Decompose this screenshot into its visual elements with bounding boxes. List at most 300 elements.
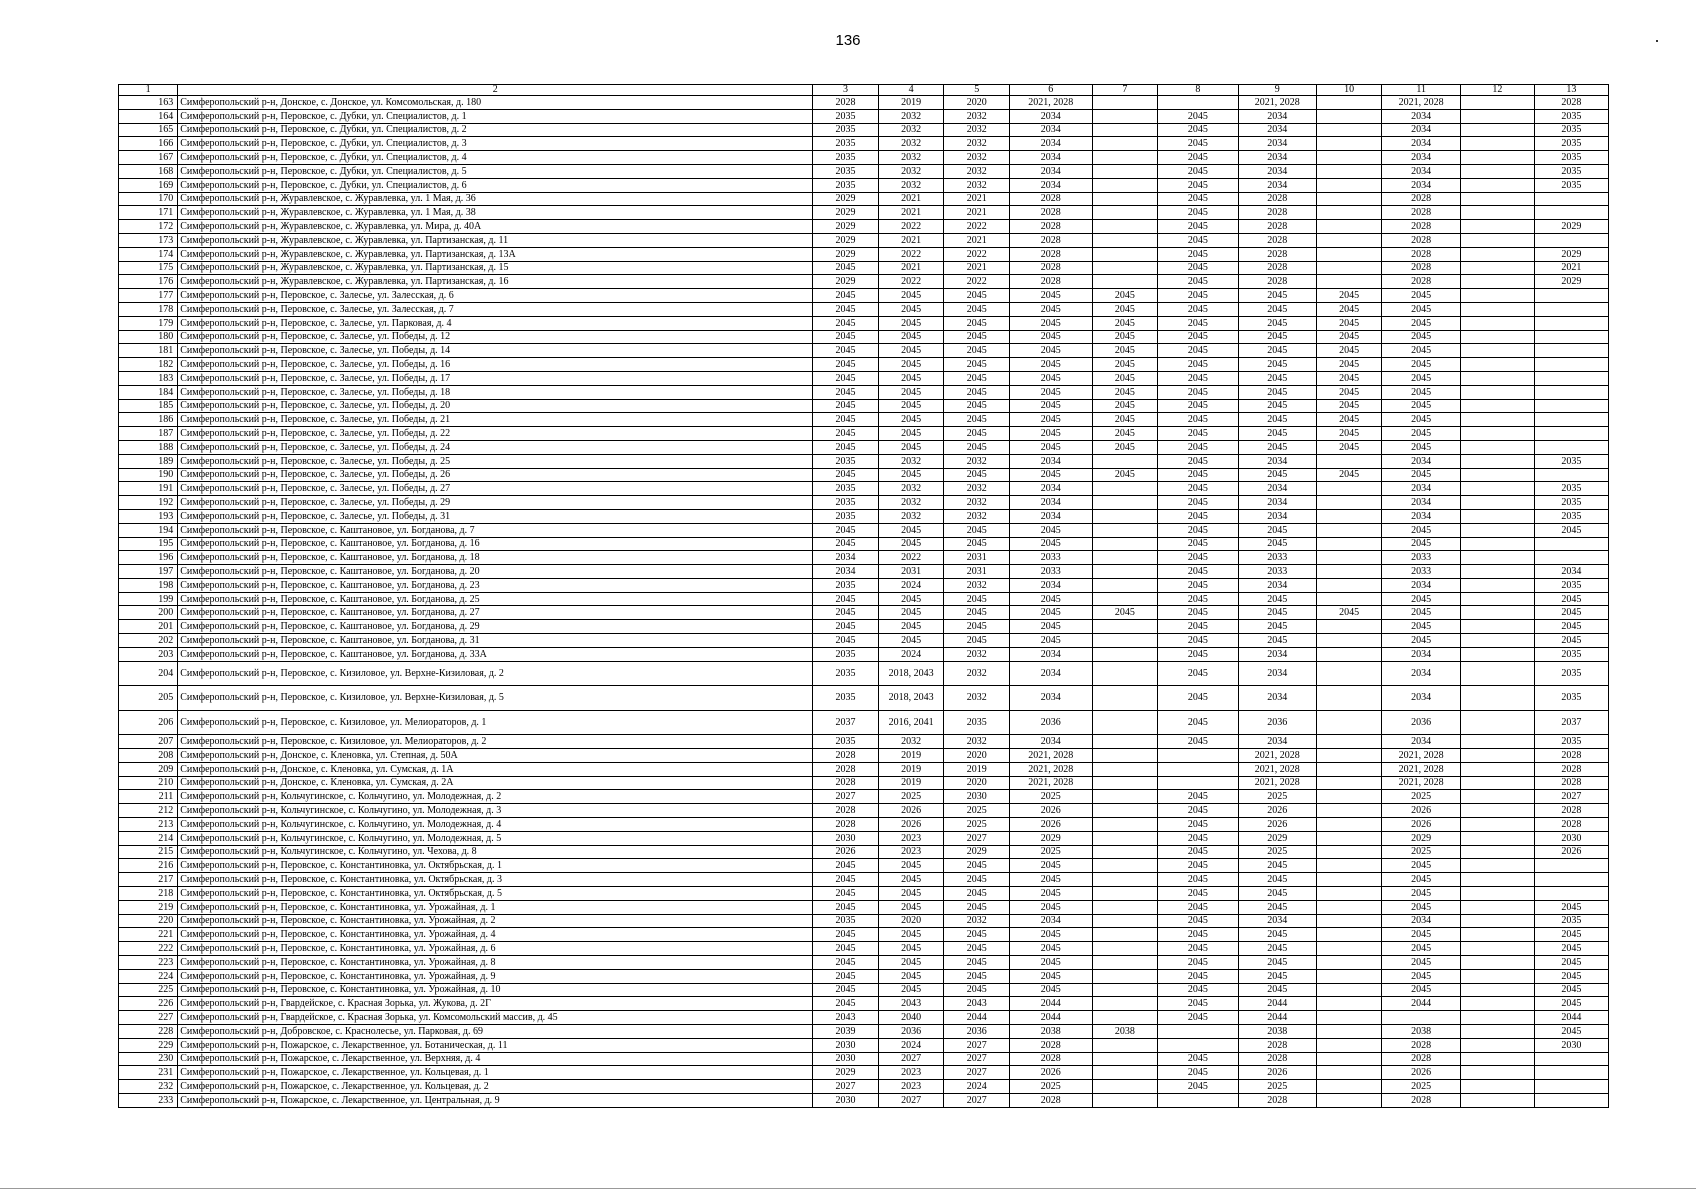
- year-cell-col-8: 2045: [1158, 261, 1238, 275]
- year-cell-col-9: 2028: [1238, 247, 1316, 261]
- year-cell-col-3: 2029: [813, 275, 879, 289]
- column-header-1: 1: [119, 85, 178, 96]
- year-cell-col-11: 2044: [1382, 997, 1460, 1011]
- table-row: [119, 316, 1609, 330]
- table-row: [119, 206, 1609, 220]
- year-cell-col-11: 2045: [1382, 289, 1460, 303]
- year-cell-col-6: 2029: [1010, 831, 1093, 845]
- year-cell-col-11: 2045: [1382, 606, 1460, 620]
- year-cell-col-3: 2045: [813, 289, 879, 303]
- year-cell-col-10: [1316, 845, 1382, 859]
- bottom-rule: [0, 1188, 1696, 1189]
- year-cell-col-13: 2035: [1534, 578, 1608, 592]
- year-cell-col-5: 2032: [944, 137, 1010, 151]
- table-row: [119, 1066, 1609, 1080]
- year-cell-col-12: [1460, 748, 1534, 762]
- year-cell-col-10: [1316, 96, 1382, 110]
- address-cell: Симферопольский р-н, Перовское, с. Константиновка, ул. Октябрьская, д. 1: [178, 859, 813, 873]
- year-cell-col-4: 2040: [878, 1011, 944, 1025]
- year-cell-col-8: 2045: [1158, 634, 1238, 648]
- year-cell-col-10: [1316, 1093, 1382, 1107]
- address-cell: Симферопольский р-н, Журавлевское, с. Журавлевка, ул. Партизанская, д. 11: [178, 233, 813, 247]
- table-row: [119, 983, 1609, 997]
- year-cell-col-8: 2045: [1158, 914, 1238, 928]
- year-cell-col-10: [1316, 1011, 1382, 1025]
- year-cell-col-3: 2045: [813, 399, 879, 413]
- year-cell-col-8: 2045: [1158, 1052, 1238, 1066]
- year-cell-col-8: 2045: [1158, 804, 1238, 818]
- year-cell-col-12: [1460, 344, 1534, 358]
- year-cell-col-8: 2045: [1158, 578, 1238, 592]
- year-cell-col-7: 2045: [1092, 371, 1158, 385]
- year-cell-col-11: 2045: [1382, 385, 1460, 399]
- year-cell-col-6: 2044: [1010, 997, 1093, 1011]
- year-cell-col-7: [1092, 776, 1158, 790]
- address-cell: Симферопольский р-н, Перовское, с. Константиновка, ул. Урожайная, д. 2: [178, 914, 813, 928]
- year-cell-col-11: 2045: [1382, 399, 1460, 413]
- year-cell-col-3: 2030: [813, 1093, 879, 1107]
- year-cell-col-10: [1316, 735, 1382, 749]
- row-number: 174: [119, 247, 178, 261]
- year-cell-col-7: [1092, 496, 1158, 510]
- year-cell-col-3: 2045: [813, 634, 879, 648]
- year-cell-col-5: 2032: [944, 164, 1010, 178]
- year-cell-col-5: 2045: [944, 358, 1010, 372]
- year-cell-col-3: 2043: [813, 1011, 879, 1025]
- year-cell-col-12: [1460, 302, 1534, 316]
- year-cell-col-10: 2045: [1316, 289, 1382, 303]
- row-number: 203: [119, 647, 178, 661]
- year-cell-col-13: 2035: [1534, 482, 1608, 496]
- row-number: 197: [119, 565, 178, 579]
- year-cell-col-11: 2034: [1382, 647, 1460, 661]
- year-cell-col-3: 2035: [813, 151, 879, 165]
- year-cell-col-8: 2045: [1158, 358, 1238, 372]
- year-cell-col-5: 2032: [944, 578, 1010, 592]
- year-cell-col-10: [1316, 1038, 1382, 1052]
- year-cell-col-11: 2045: [1382, 468, 1460, 482]
- year-cell-col-8: 2045: [1158, 385, 1238, 399]
- year-cell-col-9: 2045: [1238, 427, 1316, 441]
- year-cell-col-4: 2024: [878, 647, 944, 661]
- year-cell-col-4: 2020: [878, 914, 944, 928]
- year-cell-col-7: 2045: [1092, 385, 1158, 399]
- row-number: 226: [119, 997, 178, 1011]
- table-row: [119, 551, 1609, 565]
- year-cell-col-5: 2045: [944, 330, 1010, 344]
- row-number: 194: [119, 523, 178, 537]
- year-cell-col-10: [1316, 592, 1382, 606]
- year-cell-col-4: 2027: [878, 1093, 944, 1107]
- year-cell-col-5: 2021: [944, 192, 1010, 206]
- register-table: [118, 84, 1609, 1108]
- table-row: [119, 192, 1609, 206]
- table-row: [119, 454, 1609, 468]
- address-cell: Симферопольский р-н, Перовское, с. Залесье, ул. Победы, д. 25: [178, 454, 813, 468]
- address-cell: Симферопольский р-н, Кольчугинское, с. Кольчугино, ул. Молодежная, д. 4: [178, 817, 813, 831]
- table-row: [119, 1052, 1609, 1066]
- table-row: [119, 955, 1609, 969]
- year-cell-col-13: 2035: [1534, 454, 1608, 468]
- year-cell-col-10: [1316, 109, 1382, 123]
- year-cell-col-4: 2032: [878, 164, 944, 178]
- row-number: 177: [119, 289, 178, 303]
- year-cell-col-6: 2045: [1010, 873, 1093, 887]
- year-cell-col-3: 2045: [813, 900, 879, 914]
- year-cell-col-9: 2028: [1238, 233, 1316, 247]
- year-cell-col-5: 2045: [944, 523, 1010, 537]
- year-cell-col-6: 2045: [1010, 955, 1093, 969]
- year-cell-col-6: 2045: [1010, 289, 1093, 303]
- year-cell-col-7: [1092, 997, 1158, 1011]
- year-cell-col-12: [1460, 316, 1534, 330]
- row-number: 185: [119, 399, 178, 413]
- year-cell-col-10: [1316, 873, 1382, 887]
- year-cell-col-9: 2045: [1238, 955, 1316, 969]
- year-cell-col-9: 2028: [1238, 192, 1316, 206]
- address-cell: Симферопольский р-н, Перовское, с. Залесье, ул. Победы, д. 29: [178, 496, 813, 510]
- year-cell-col-11: 2045: [1382, 523, 1460, 537]
- year-cell-col-13: 2045: [1534, 983, 1608, 997]
- year-cell-col-4: 2045: [878, 592, 944, 606]
- year-cell-col-13: 2035: [1534, 686, 1608, 711]
- year-cell-col-6: 2045: [1010, 969, 1093, 983]
- year-cell-col-6: 2034: [1010, 109, 1093, 123]
- table-row: [119, 440, 1609, 454]
- year-cell-col-8: 2045: [1158, 275, 1238, 289]
- year-cell-col-5: 2045: [944, 634, 1010, 648]
- address-cell: Симферопольский р-н, Перовское, с. Константиновка, ул. Урожайная, д. 1: [178, 900, 813, 914]
- year-cell-col-6: 2045: [1010, 900, 1093, 914]
- year-cell-col-13: [1534, 859, 1608, 873]
- year-cell-col-5: 2032: [944, 647, 1010, 661]
- year-cell-col-4: 2045: [878, 886, 944, 900]
- year-cell-col-9: 2033: [1238, 551, 1316, 565]
- year-cell-col-12: [1460, 776, 1534, 790]
- column-header-12: 12: [1460, 85, 1534, 96]
- year-cell-col-11: 2034: [1382, 454, 1460, 468]
- year-cell-col-13: 2035: [1534, 137, 1608, 151]
- year-cell-col-4: 2031: [878, 565, 944, 579]
- year-cell-col-11: 2045: [1382, 440, 1460, 454]
- address-cell: Симферопольский р-н, Перовское, с. Константиновка, ул. Октябрьская, д. 5: [178, 886, 813, 900]
- table-row: [119, 565, 1609, 579]
- table-row: [119, 413, 1609, 427]
- year-cell-col-8: 2045: [1158, 592, 1238, 606]
- year-cell-col-13: [1534, 330, 1608, 344]
- year-cell-col-13: 2035: [1534, 914, 1608, 928]
- year-cell-col-4: 2045: [878, 983, 944, 997]
- address-cell: Симферопольский р-н, Перовское, с. Залесье, ул. Победы, д. 22: [178, 427, 813, 441]
- year-cell-col-6: 2044: [1010, 1011, 1093, 1025]
- address-cell: Симферопольский р-н, Перовское, с. Каштановое, ул. Богданова, д. 27: [178, 606, 813, 620]
- year-cell-col-3: 2035: [813, 578, 879, 592]
- year-cell-col-13: 2026: [1534, 845, 1608, 859]
- year-cell-col-12: [1460, 886, 1534, 900]
- year-cell-col-7: 2045: [1092, 344, 1158, 358]
- row-number: 165: [119, 123, 178, 137]
- table-row: [119, 634, 1609, 648]
- year-cell-col-12: [1460, 440, 1534, 454]
- year-cell-col-7: [1092, 710, 1158, 735]
- year-cell-col-9: 2028: [1238, 220, 1316, 234]
- year-cell-col-5: 2032: [944, 661, 1010, 686]
- year-cell-col-3: 2029: [813, 247, 879, 261]
- year-cell-col-9: 2045: [1238, 371, 1316, 385]
- year-cell-col-6: 2045: [1010, 606, 1093, 620]
- year-cell-col-7: [1092, 1052, 1158, 1066]
- year-cell-col-12: [1460, 454, 1534, 468]
- row-number: 179: [119, 316, 178, 330]
- year-cell-col-9: 2045: [1238, 358, 1316, 372]
- year-cell-col-10: [1316, 123, 1382, 137]
- year-cell-col-7: [1092, 831, 1158, 845]
- row-number: 228: [119, 1024, 178, 1038]
- table-row: [119, 578, 1609, 592]
- year-cell-col-12: [1460, 790, 1534, 804]
- address-cell: Симферопольский р-н, Перовское, с. Залесье, ул. Победы, д. 27: [178, 482, 813, 496]
- table-row: [119, 886, 1609, 900]
- year-cell-col-13: 2030: [1534, 831, 1608, 845]
- year-cell-col-11: 2028: [1382, 1052, 1460, 1066]
- year-cell-col-9: 2026: [1238, 817, 1316, 831]
- table-row: [119, 302, 1609, 316]
- year-cell-col-9: 2045: [1238, 344, 1316, 358]
- row-number: 222: [119, 942, 178, 956]
- year-cell-col-7: [1092, 220, 1158, 234]
- row-number: 178: [119, 302, 178, 316]
- year-cell-col-7: [1092, 565, 1158, 579]
- year-cell-col-5: 2022: [944, 220, 1010, 234]
- address-cell: Симферопольский р-н, Донское, с. Донское, ул. Комсомольская, д. 180: [178, 96, 813, 110]
- year-cell-col-13: 2045: [1534, 928, 1608, 942]
- year-cell-col-5: 2045: [944, 859, 1010, 873]
- year-cell-col-5: 2045: [944, 344, 1010, 358]
- address-cell: Симферопольский р-н, Гвардейское, с. Красная Зорька, ул. Жукова, д. 2Г: [178, 997, 813, 1011]
- year-cell-col-7: [1092, 151, 1158, 165]
- year-cell-col-8: 2045: [1158, 164, 1238, 178]
- year-cell-col-12: [1460, 468, 1534, 482]
- row-number: 232: [119, 1080, 178, 1094]
- year-cell-col-12: [1460, 845, 1534, 859]
- column-header-4: 4: [878, 85, 944, 96]
- year-cell-col-12: [1460, 565, 1534, 579]
- year-cell-col-12: [1460, 592, 1534, 606]
- year-cell-col-8: 2045: [1158, 1066, 1238, 1080]
- year-cell-col-10: [1316, 1080, 1382, 1094]
- year-cell-col-8: 2045: [1158, 247, 1238, 261]
- year-cell-col-4: 2045: [878, 900, 944, 914]
- year-cell-col-6: 2045: [1010, 886, 1093, 900]
- year-cell-col-8: 2045: [1158, 873, 1238, 887]
- year-cell-col-3: 2029: [813, 1066, 879, 1080]
- year-cell-col-6: 2028: [1010, 1093, 1093, 1107]
- year-cell-col-13: 2045: [1534, 900, 1608, 914]
- year-cell-col-13: [1534, 537, 1608, 551]
- year-cell-col-4: 2022: [878, 275, 944, 289]
- year-cell-col-8: 2045: [1158, 220, 1238, 234]
- year-cell-col-13: [1534, 440, 1608, 454]
- year-cell-col-8: 2045: [1158, 440, 1238, 454]
- year-cell-col-12: [1460, 192, 1534, 206]
- year-cell-col-5: 2032: [944, 454, 1010, 468]
- year-cell-col-13: 2035: [1534, 123, 1608, 137]
- year-cell-col-10: [1316, 551, 1382, 565]
- year-cell-col-12: [1460, 647, 1534, 661]
- year-cell-col-9: 2045: [1238, 537, 1316, 551]
- year-cell-col-11: 2045: [1382, 900, 1460, 914]
- year-cell-col-11: 2028: [1382, 261, 1460, 275]
- table-row: [119, 399, 1609, 413]
- year-cell-col-4: 2022: [878, 551, 944, 565]
- year-cell-col-13: [1534, 413, 1608, 427]
- year-cell-col-11: 2028: [1382, 192, 1460, 206]
- address-cell: Симферопольский р-н, Перовское, с. Константиновка, ул. Урожайная, д. 4: [178, 928, 813, 942]
- year-cell-col-4: 2045: [878, 385, 944, 399]
- address-cell: Симферопольский р-н, Перовское, с. Константиновка, ул. Урожайная, д. 9: [178, 969, 813, 983]
- year-cell-col-9: 2045: [1238, 468, 1316, 482]
- column-header-7: 7: [1092, 85, 1158, 96]
- year-cell-col-13: 2045: [1534, 1024, 1608, 1038]
- year-cell-col-5: 2022: [944, 247, 1010, 261]
- year-cell-col-12: [1460, 289, 1534, 303]
- row-number: 210: [119, 776, 178, 790]
- address-cell: Симферопольский р-н, Перовское, с. Залесье, ул. Победы, д. 18: [178, 385, 813, 399]
- year-cell-col-12: [1460, 523, 1534, 537]
- year-cell-col-4: 2024: [878, 1038, 944, 1052]
- year-cell-col-7: [1092, 523, 1158, 537]
- year-cell-col-7: 2045: [1092, 316, 1158, 330]
- address-cell: Симферопольский р-н, Гвардейское, с. Красная Зорька, ул. Комсомольский массив, д. 45: [178, 1011, 813, 1025]
- year-cell-col-5: 2032: [944, 496, 1010, 510]
- year-cell-col-4: 2023: [878, 1066, 944, 1080]
- year-cell-col-9: 2034: [1238, 482, 1316, 496]
- year-cell-col-12: [1460, 578, 1534, 592]
- year-cell-col-7: [1092, 845, 1158, 859]
- year-cell-col-9: 2028: [1238, 206, 1316, 220]
- year-cell-col-11: 2045: [1382, 330, 1460, 344]
- year-cell-col-13: [1534, 399, 1608, 413]
- year-cell-col-11: 2045: [1382, 592, 1460, 606]
- year-cell-col-13: 2029: [1534, 247, 1608, 261]
- address-cell: Симферопольский р-н, Перовское, с. Залесье, ул. Победы, д. 17: [178, 371, 813, 385]
- year-cell-col-10: [1316, 914, 1382, 928]
- year-cell-col-12: [1460, 928, 1534, 942]
- year-cell-col-4: 2045: [878, 928, 944, 942]
- address-cell: Симферопольский р-н, Перовское, с. Каштановое, ул. Богданова, д. 18: [178, 551, 813, 565]
- table-header-row: [119, 85, 1609, 96]
- year-cell-col-9: 2028: [1238, 1093, 1316, 1107]
- year-cell-col-12: [1460, 686, 1534, 711]
- year-cell-col-13: [1534, 233, 1608, 247]
- year-cell-col-6: 2034: [1010, 661, 1093, 686]
- year-cell-col-4: 2045: [878, 942, 944, 956]
- year-cell-col-13: [1534, 886, 1608, 900]
- year-cell-col-13: [1534, 1066, 1608, 1080]
- year-cell-col-13: 2035: [1534, 151, 1608, 165]
- year-cell-col-7: 2045: [1092, 399, 1158, 413]
- year-cell-col-6: 2028: [1010, 1038, 1093, 1052]
- year-cell-col-12: [1460, 661, 1534, 686]
- year-cell-col-7: [1092, 886, 1158, 900]
- year-cell-col-7: [1092, 942, 1158, 956]
- year-cell-col-11: 2045: [1382, 371, 1460, 385]
- year-cell-col-8: 2045: [1158, 551, 1238, 565]
- address-cell: Симферопольский р-н, Пожарское, с. Лекарственное, ул. Кольцевая, д. 1: [178, 1066, 813, 1080]
- year-cell-col-5: 2045: [944, 928, 1010, 942]
- year-cell-col-10: 2045: [1316, 371, 1382, 385]
- row-number: 218: [119, 886, 178, 900]
- table-row: [119, 735, 1609, 749]
- year-cell-col-3: 2035: [813, 686, 879, 711]
- year-cell-col-7: [1092, 647, 1158, 661]
- address-cell: Симферопольский р-н, Добровское, с. Краснолесье, ул. Парковая, д. 69: [178, 1024, 813, 1038]
- year-cell-col-3: 2029: [813, 206, 879, 220]
- year-cell-col-5: 2045: [944, 302, 1010, 316]
- year-cell-col-3: 2045: [813, 955, 879, 969]
- row-number: 198: [119, 578, 178, 592]
- year-cell-col-5: 2045: [944, 537, 1010, 551]
- year-cell-col-8: 2045: [1158, 151, 1238, 165]
- table-row: [119, 330, 1609, 344]
- column-header-5: 5: [944, 85, 1010, 96]
- year-cell-col-12: [1460, 509, 1534, 523]
- address-cell: Симферопольский р-н, Перовское, с. Залесье, ул. Залесская, д. 7: [178, 302, 813, 316]
- year-cell-col-10: [1316, 928, 1382, 942]
- row-number: 220: [119, 914, 178, 928]
- table-row: [119, 762, 1609, 776]
- year-cell-col-7: 2045: [1092, 606, 1158, 620]
- year-cell-col-8: [1158, 748, 1238, 762]
- year-cell-col-6: 2045: [1010, 983, 1093, 997]
- year-cell-col-12: [1460, 1011, 1534, 1025]
- address-cell: Симферопольский р-н, Перовское, с. Залесье, ул. Победы, д. 16: [178, 358, 813, 372]
- table-row: [119, 873, 1609, 887]
- year-cell-col-9: 2045: [1238, 316, 1316, 330]
- year-cell-col-5: 2020: [944, 748, 1010, 762]
- year-cell-col-3: 2035: [813, 482, 879, 496]
- year-cell-col-4: 2019: [878, 96, 944, 110]
- row-number: 169: [119, 178, 178, 192]
- year-cell-col-10: [1316, 647, 1382, 661]
- year-cell-col-11: 2045: [1382, 537, 1460, 551]
- row-number: 205: [119, 686, 178, 711]
- year-cell-col-8: [1158, 1024, 1238, 1038]
- year-cell-col-6: 2045: [1010, 399, 1093, 413]
- table-row: [119, 233, 1609, 247]
- address-cell: Симферопольский р-н, Перовское, с. Дубки, ул. Специалистов, д. 5: [178, 164, 813, 178]
- year-cell-col-13: 2028: [1534, 748, 1608, 762]
- year-cell-col-3: 2045: [813, 440, 879, 454]
- year-cell-col-10: [1316, 233, 1382, 247]
- year-cell-col-3: 2045: [813, 942, 879, 956]
- year-cell-col-11: 2025: [1382, 1080, 1460, 1094]
- year-cell-col-9: 2045: [1238, 289, 1316, 303]
- year-cell-col-12: [1460, 220, 1534, 234]
- year-cell-col-13: 2045: [1534, 523, 1608, 537]
- year-cell-col-3: 2028: [813, 762, 879, 776]
- table-row: [119, 496, 1609, 510]
- year-cell-col-6: 2034: [1010, 151, 1093, 165]
- year-cell-col-4: 2032: [878, 123, 944, 137]
- row-number: 196: [119, 551, 178, 565]
- year-cell-col-6: 2028: [1010, 220, 1093, 234]
- table-row: [119, 804, 1609, 818]
- year-cell-col-6: 2026: [1010, 804, 1093, 818]
- year-cell-col-7: [1092, 551, 1158, 565]
- year-cell-col-4: 2032: [878, 178, 944, 192]
- year-cell-col-8: 2045: [1158, 983, 1238, 997]
